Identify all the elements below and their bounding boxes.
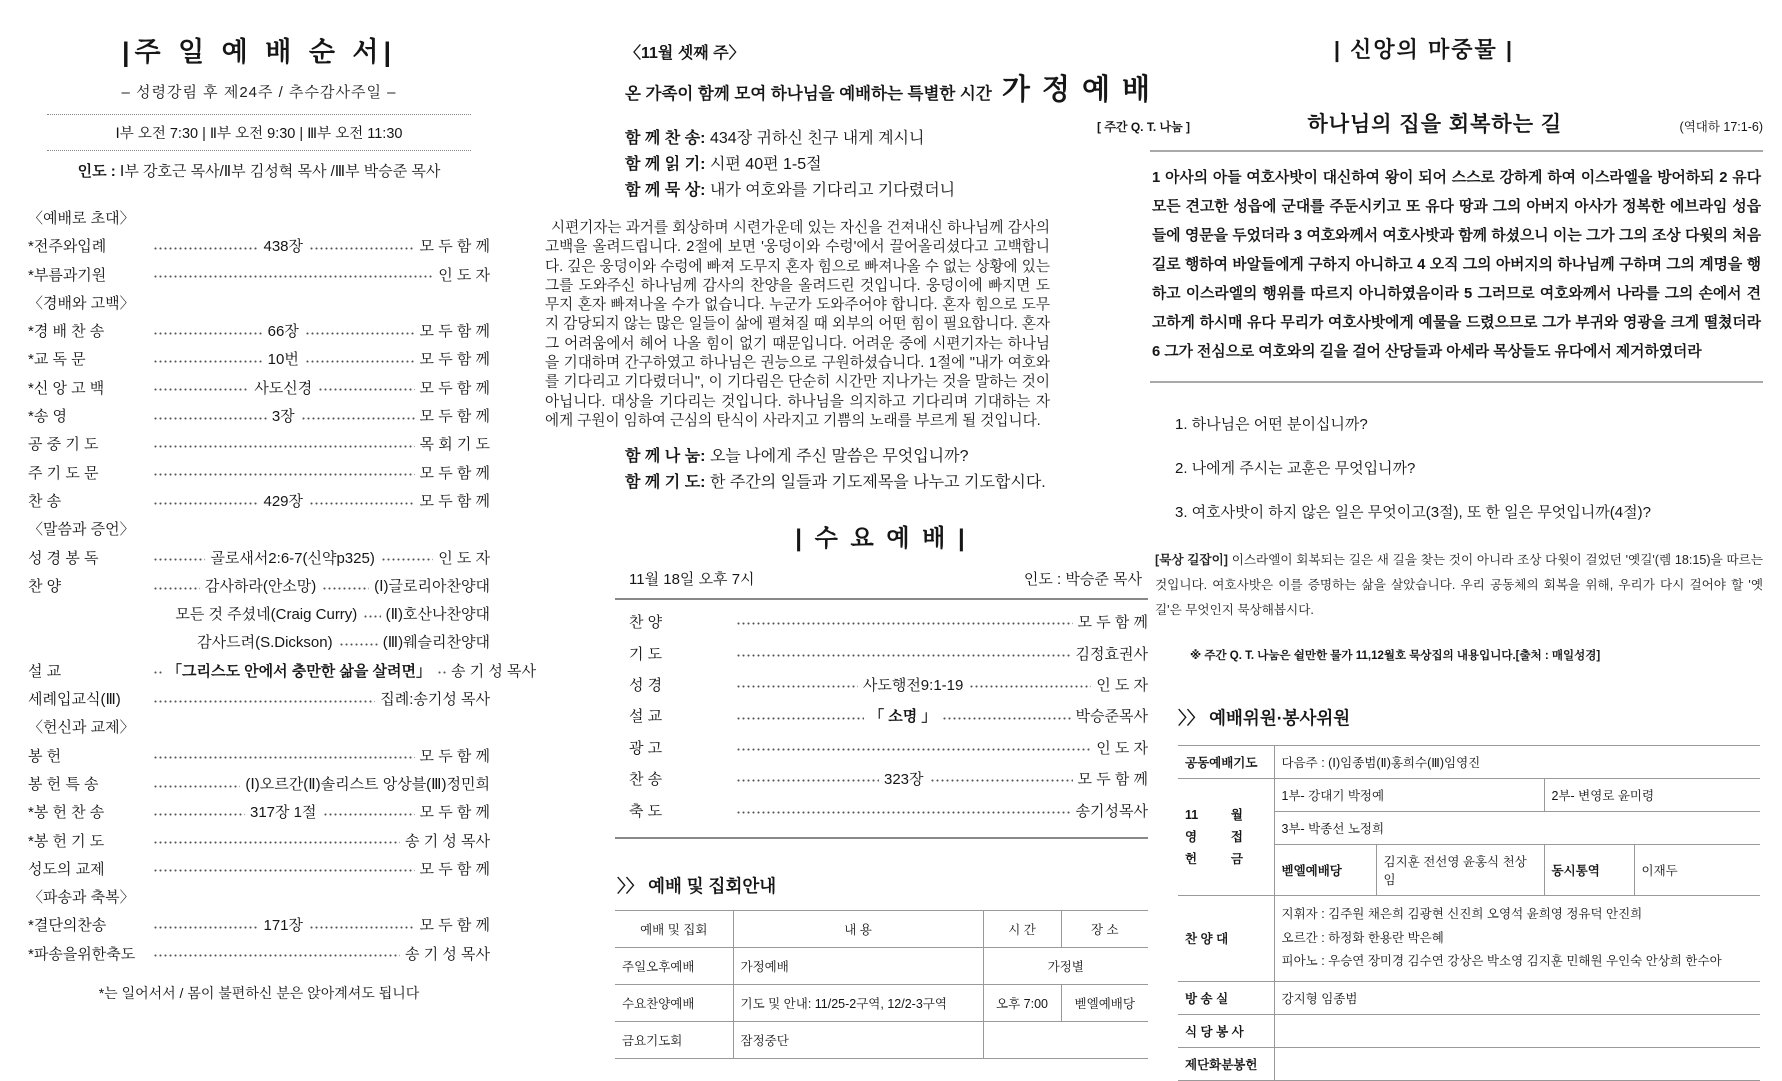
service-order-row <box>28 799 490 827</box>
order-item-performer: 모 두 함 께 <box>419 351 490 369</box>
family-share-item <box>625 470 1050 496</box>
sunday-worship-subtitle: – 성령강림 후 제24주 / 추수감사주일 – <box>121 84 397 101</box>
assembly-header-row <box>615 911 1148 948</box>
order-item-performer: 인 도 자 <box>1096 739 1148 757</box>
order-item-performer: 목 회 기 도 <box>419 436 490 454</box>
dot-leader <box>321 580 369 595</box>
family-worship-intro: 온 가족이 함께 모여 하나님을 예배하는 특별한 시간 <box>625 85 992 103</box>
order-item-performer: (Ⅱ)호산나찬양대 <box>385 606 490 624</box>
order-item-label: 광 고 <box>629 739 663 757</box>
qt-question: 3. 여호사밧이 하지 않은 일은 무엇이고(3절), 또 한 일은 무엇입니까(4절)? <box>1175 504 1651 521</box>
dot-leader <box>152 749 415 764</box>
assembly-header-cell: 시 간 <box>983 911 1061 948</box>
service-order-row <box>615 607 1148 638</box>
order-item-value: 171장 <box>263 917 304 935</box>
family-item <box>625 178 1050 204</box>
service-times: Ⅰ부 오전 7:30 | Ⅱ부 오전 9:30 | Ⅲ부 오전 11:30 <box>47 114 471 151</box>
assembly-name-cell: 주일오후예배 <box>615 948 733 985</box>
order-item-performer: 모 두 함 께 <box>419 804 490 822</box>
service-order-row <box>28 262 490 290</box>
family-share-label: 함 께 기 도: <box>625 474 706 492</box>
service-leaders-names: Ⅰ부 강호근 목사/Ⅱ부 김성혁 목사 /Ⅲ부 박승준 목사 <box>119 163 441 180</box>
dot-leader <box>941 710 1070 725</box>
order-item-performer: 모 두 함 께 <box>419 860 490 878</box>
dot-leader <box>152 353 263 368</box>
service-order-row <box>615 796 1148 827</box>
order-item-performer: 모 두 함 께 <box>1077 771 1148 789</box>
service-order-row <box>28 488 490 516</box>
dot-leader <box>152 325 263 340</box>
order-item-label: 봉 헌 <box>28 747 62 765</box>
qt-source-note: ※ 주간 Q. T. 나눔은 쉴만한 물가 11,12월호 묵상집의 내용입니다.[출처 : 매일성경] <box>1190 650 1601 662</box>
choir-pianists-line: 피아노 : 우승연 장미경 김수연 강상은 박소영 김지훈 민해원 우인숙 안상희 한수아 <box>1281 954 1722 968</box>
order-item-value: 438장 <box>263 238 304 256</box>
order-item-value: 모든 것 주셨네(Craig Curry) <box>175 606 358 624</box>
assembly-place-cell: 가정별 <box>983 948 1148 985</box>
dot-leader <box>152 410 267 425</box>
service-order-row <box>28 431 490 459</box>
dot-leader <box>308 495 415 510</box>
wednesday-order-list <box>615 600 1148 839</box>
order-item-label: 봉 헌 특 송 <box>28 775 99 793</box>
order-item-value: 429장 <box>263 492 304 510</box>
family-share-item <box>625 444 1050 470</box>
dot-leader <box>735 804 1071 819</box>
wednesday-leader: 인도 : 박승준 목사 <box>1023 571 1142 589</box>
order-section-heading <box>28 714 490 742</box>
order-item-performer: 집례:송기성 목사 <box>380 691 490 709</box>
family-item-label: 함 께 읽 기: <box>625 156 706 173</box>
qt-question: 1. 하나님은 어떤 분이십니까? <box>1175 416 1368 433</box>
qt-scripture-reference: (역대하 17:1-6) <box>1679 120 1763 134</box>
dot-leader <box>152 466 415 481</box>
order-item-label: 찬 양 <box>28 577 62 595</box>
assembly-content-cell: 기도 및 안내: 11/25-2구역, 12/2-3구역 <box>733 985 983 1022</box>
assembly-content-cell: 가정예배 <box>733 948 983 985</box>
sunday-worship-title: |주 일 예 배 순 서| <box>121 37 397 67</box>
dot-leader <box>152 947 400 962</box>
family-worship-title: 가 정 예 배 <box>1001 74 1153 106</box>
order-item-label: *경 배 찬 송 <box>28 323 105 341</box>
assembly-place-cell: 벧엘예배당 <box>1061 985 1148 1022</box>
order-item-label: 성도의 교제 <box>28 860 105 878</box>
offering-label-line: 11 월 <box>1185 808 1243 822</box>
family-share-text: 오늘 나에게 주신 말씀은 무엇입니까? <box>709 448 969 466</box>
family-item-text: 시편 40편 1-5절 <box>709 156 822 173</box>
wednesday-worship-header <box>615 568 1148 600</box>
choir-names-cell <box>1274 896 1760 982</box>
order-section-heading <box>28 290 490 318</box>
assembly-row <box>615 1022 1148 1059</box>
assembly-row <box>615 985 1148 1022</box>
order-item-label: *봉 헌 찬 송 <box>28 804 105 822</box>
qt-title: 하나님의 집을 회복하는 길 <box>1307 113 1563 136</box>
qt-header <box>1085 108 1763 138</box>
dot-leader <box>735 678 858 693</box>
order-item-label: 찬 송 <box>629 771 663 789</box>
dining-names-cell <box>1274 1014 1760 1047</box>
dot-leader <box>152 608 170 623</box>
order-section-label: 〈경배와 고백〉 <box>28 294 135 312</box>
meditation-guide-text: 이스라엘이 회복되는 길은 새 길을 찾는 것이 아니라 조상 다윗이 걸었던 '옛길'(렘 18:15)을 따르는 것입니다. 여호사밧은 이를 증명하는 삶을 살았습니다. 우리 공동체의 회복을 위해, 우리가 다시 걸어야 할 '옛길'은 무엇인지 묵상해봅시다. <box>1155 553 1764 617</box>
committee-row <box>1178 779 1760 812</box>
order-item-value: 3장 <box>271 408 295 426</box>
service-order-row <box>615 764 1148 795</box>
flower-label-cell: 제단화분봉헌 <box>1178 1047 1274 1080</box>
assembly-row <box>615 948 1148 985</box>
dot-leader <box>362 608 380 623</box>
order-item-performer: 모 두 함 께 <box>1077 614 1148 632</box>
committee-value-cell: 다음주 : (Ⅰ)임종범(Ⅱ)홍희수(Ⅲ)임영진 <box>1274 746 1760 779</box>
order-item-performer: 모 두 함 께 <box>419 464 490 482</box>
committee-label-cell: 공동예배기도 <box>1178 746 1274 779</box>
order-item-performer: 모 두 함 께 <box>419 747 490 765</box>
order-item-value: 10번 <box>267 351 299 369</box>
chapel-label-cell: 벧엘예배당 <box>1274 845 1376 896</box>
order-section-label: 〈파송과 축복〉 <box>28 889 135 907</box>
order-item-performer: 인 도 자 <box>438 549 490 567</box>
order-item-label: *송 영 <box>28 408 67 426</box>
offering-label-line: 헌 금 <box>1185 852 1243 866</box>
standing-footnote: *는 일어서서 / 몸이 불편하신 분은 앉아계셔도 됩니다 <box>98 985 420 1002</box>
committee-row <box>1178 746 1760 779</box>
order-item-label: 찬 송 <box>28 492 62 510</box>
service-order-row <box>28 828 490 856</box>
assembly-content-cell: 잠정중단 <box>733 1022 983 1059</box>
dot-leader <box>735 615 1073 630</box>
order-item-label: *신 앙 고 백 <box>28 379 105 397</box>
interpretation-label-cell: 동시통역 <box>1544 845 1634 896</box>
order-item-value: 골로새서2:6-7(신약p325) <box>210 549 375 567</box>
order-item-label: 공 중 기 도 <box>28 436 99 454</box>
dot-leader <box>322 806 415 821</box>
order-item-performer: 모 두 함 께 <box>419 408 490 426</box>
order-item-performer: 모 두 함 께 <box>419 323 490 341</box>
order-item-label: 기 도 <box>629 645 663 663</box>
dot-leader <box>152 778 240 793</box>
assembly-header-cell: 예배 및 집회 <box>615 911 733 948</box>
dot-leader <box>152 664 162 679</box>
dot-leader <box>152 919 259 934</box>
service-order-row <box>28 375 490 403</box>
committee-row <box>1178 896 1760 982</box>
order-item-performer: 송 기 성 목사 <box>405 832 490 850</box>
dot-leader <box>735 741 1091 756</box>
order-item-label: 성 경 <box>629 677 663 695</box>
dot-leader <box>338 636 378 651</box>
order-section-label: 〈말씀과 증언〉 <box>28 521 135 539</box>
offering-label-cell <box>1178 779 1274 896</box>
service-order-row <box>28 771 490 799</box>
family-item <box>625 152 1050 178</box>
family-worship-header <box>625 67 1153 108</box>
order-item-performer: 박승준목사 <box>1075 708 1148 726</box>
order-item-label: 설 교 <box>629 708 663 726</box>
scripture-passage: 1 아사의 아들 여호사밧이 대신하여 왕이 되어 스스로 강하게 하여 이스라엘을 방어하되 2 유다 모든 견고한 성읍에 군대를 주둔시키고 또 유다 땅과 그의 아버지 아사가 정복한 에브라임 성읍들에 영문을 두었더라 3 여호와께서 여호사밧과 함께 하셨으니 이는 그가 그의 조상 다윗의 처음 길로 행하여 바알들에게 구하지 아니하고 4 오직 그의 아버지의 하나님께 구하며 그의 계명을 행하고 이스라엘의 행위를 따르지 아니하였음이라 5 그러므로 여호와께서 나라를 그의 손에서 견고하게 하시매 유다 무리가 여호사밧에게 예물을 드렸으므로 그가 부귀와 영광을 크게 떨쳤더라 6 그가 전심으로 여호와의 길을 걸어 산당들과 아세라 목상들도 유다에서 제거하였더라 <box>1150 150 1763 383</box>
order-item-label: 세례입교식(Ⅲ) <box>28 691 121 709</box>
dot-leader <box>380 551 433 566</box>
broadcast-label-cell: 방 송 실 <box>1178 981 1274 1014</box>
service-order-row <box>28 658 536 686</box>
order-item-performer: 모 두 함 께 <box>419 917 490 935</box>
service-order-row <box>28 856 490 884</box>
order-of-worship-list <box>28 205 536 969</box>
wednesday-datetime: 11월 18일 오후 7시 <box>629 571 755 589</box>
order-item-value: 66장 <box>267 323 299 341</box>
dot-leader <box>304 325 415 340</box>
dot-leader <box>317 381 414 396</box>
order-item-label: 성 경 봉 독 <box>28 549 99 567</box>
order-item-label: *봉 헌 기 도 <box>28 832 105 850</box>
order-item-performer: 모 두 함 께 <box>419 492 490 510</box>
order-item-performer: (Ⅰ)오르간(Ⅱ)솔리스트 앙상블(Ⅲ)정민희 <box>245 775 490 793</box>
offering-part2-cell: 2부- 변영로 윤미령 <box>1544 779 1760 812</box>
family-share-text: 한 주간의 일들과 기도제목을 나누고 기도합시다. <box>709 474 1046 492</box>
order-item-value: 사도신경 <box>254 379 313 397</box>
choir-organists-line: 오르간 : 하정화 한용란 박은혜 <box>1281 930 1444 945</box>
broadcast-names-cell: 강지형 임종범 <box>1274 981 1760 1014</box>
qt-share-label: [ 주간 Q. T. 나눔 ] <box>1097 120 1191 134</box>
qt-question: 2. 나에게 주시는 교훈은 무엇입니까? <box>1175 460 1416 477</box>
service-order-row <box>28 941 490 969</box>
family-share-items <box>625 444 1050 496</box>
dot-leader <box>735 647 1071 662</box>
family-item-text: 내가 여호와를 기다리고 기다렸더니 <box>709 182 956 199</box>
order-item-value: 317장 1절 <box>250 804 317 822</box>
dining-label-cell: 식 당 봉 사 <box>1178 1014 1274 1047</box>
chapel-names-cell: 김지훈 전선영 윤홍식 천상임 <box>1376 845 1544 896</box>
order-item-value: 323장 <box>884 771 924 789</box>
dot-leader <box>152 551 205 566</box>
choir-conductors-line: 지휘자 : 김주원 채은희 김광현 신진희 오영석 윤희영 정유덕 안진희 <box>1281 907 1643 921</box>
wednesday-worship-title: | 수 요 예 배 | <box>795 525 968 553</box>
assembly-name-cell: 금요기도회 <box>615 1022 733 1059</box>
assembly-heading: 〉〉 예배 및 집회안내 <box>617 876 777 896</box>
qt-question-list <box>1175 413 1763 522</box>
service-order-row <box>615 639 1148 670</box>
dot-leader <box>735 710 864 725</box>
service-order-row <box>28 318 490 346</box>
order-item-value: 감사하라(안소망) <box>204 577 317 595</box>
order-item-value: 사도행전9:1-19 <box>862 677 964 695</box>
service-order-row <box>28 233 490 261</box>
order-item-performer: 송 기 성 목사 <box>405 945 490 963</box>
assembly-name-cell: 수요찬양예배 <box>615 985 733 1022</box>
service-leaders <box>28 160 490 181</box>
dot-leader <box>308 240 415 255</box>
committee-row <box>1178 981 1760 1014</box>
assembly-header-cell: 장 소 <box>1061 911 1148 948</box>
order-item-value: 감사드려(S.Dickson) <box>197 634 333 652</box>
committee-row <box>1178 1047 1760 1080</box>
dot-leader <box>304 353 415 368</box>
dot-leader <box>152 240 259 255</box>
order-item-performer: 송기성목사 <box>1075 802 1148 820</box>
assembly-time-cell: 오후 7:00 <box>983 985 1061 1022</box>
service-order-row <box>28 460 490 488</box>
order-item-performer: (Ⅲ)웨슬리찬양대 <box>382 634 491 652</box>
order-section-heading <box>28 205 490 233</box>
dot-leader <box>968 678 1091 693</box>
order-item-performer: 인 도 자 <box>438 266 490 284</box>
family-worship-items <box>625 126 1050 204</box>
order-item-label: 축 도 <box>629 802 663 820</box>
interpretation-name-cell: 이재두 <box>1634 845 1760 896</box>
family-item-text: 434장 귀하신 친구 내게 계시니 <box>709 130 925 147</box>
dot-leader <box>152 381 249 396</box>
service-order-row <box>615 670 1148 701</box>
order-item-performer: 모 두 함 께 <box>419 379 490 397</box>
order-item-label: *결단의찬송 <box>28 917 107 935</box>
sunday-worship-column <box>28 30 536 1003</box>
dot-leader <box>152 438 415 453</box>
order-section-label: 〈헌신과 교제〉 <box>28 719 135 737</box>
meditation-guide-label: [묵상 길잡이] <box>1155 553 1228 567</box>
service-leaders-label: 인도 : <box>77 163 116 180</box>
family-share-label: 함 께 나 눔: <box>625 448 706 466</box>
committee-heading: 〉〉 예배위원·봉사위원 <box>1178 708 1351 728</box>
dot-leader <box>152 636 192 651</box>
order-item-label: *파송을위한축도 <box>28 945 136 963</box>
family-item-label: 함 께 묵 상: <box>625 182 706 199</box>
assembly-table <box>615 910 1148 1059</box>
order-item-value: 「 소명 」 <box>869 708 937 726</box>
committee-row <box>1178 1014 1760 1047</box>
order-item-performer: 김정효권사 <box>1075 645 1148 663</box>
service-order-row <box>28 686 490 714</box>
choir-label-cell: 찬 양 대 <box>1178 896 1274 982</box>
dot-leader <box>152 693 375 708</box>
service-order-row <box>28 601 490 629</box>
order-section-heading <box>28 516 490 544</box>
dot-leader <box>152 268 433 283</box>
dot-leader <box>152 806 245 821</box>
flower-names-cell <box>1274 1047 1760 1080</box>
service-order-row <box>28 573 490 601</box>
order-item-label: *교 독 문 <box>28 351 86 369</box>
order-item-label: 찬 양 <box>629 614 663 632</box>
family-item <box>625 126 1050 152</box>
order-item-performer: (Ⅰ)글로리아찬양대 <box>374 577 490 595</box>
order-item-performer: 송 기 성 목사 <box>451 662 536 680</box>
service-order-row <box>28 346 490 374</box>
dot-leader <box>152 580 200 595</box>
order-item-value: 「그리스도 안에서 충만한 삶을 살려면」 <box>167 662 432 680</box>
order-item-label: *전주와입례 <box>28 238 107 256</box>
service-order-row <box>615 733 1148 764</box>
service-order-row <box>615 701 1148 732</box>
family-item-label: 함 께 찬 송: <box>625 130 706 147</box>
offering-part3-cell: 3부- 박종선 노정희 <box>1274 812 1760 845</box>
committee-table <box>1178 745 1760 1081</box>
order-item-label: *부름과기원 <box>28 266 107 284</box>
service-order-row <box>28 629 490 657</box>
faith-primer-title: | 신앙의 마중물 | <box>1333 37 1515 62</box>
order-item-label: 주 기 도 문 <box>28 464 99 482</box>
family-worship-week: 〈11월 셋째 주〉 <box>625 45 745 62</box>
service-order-row <box>28 912 490 940</box>
order-section-label: 〈예배로 초대〉 <box>28 210 135 227</box>
assembly-header-cell: 내 용 <box>733 911 983 948</box>
wednesday-worship-section <box>615 518 1148 1059</box>
service-order-row <box>28 403 490 431</box>
order-section-heading <box>28 884 490 912</box>
dot-leader <box>436 664 446 679</box>
dot-leader <box>929 772 1073 787</box>
dot-leader <box>300 410 415 425</box>
service-order-row <box>28 545 490 573</box>
offering-label-line: 영 접 <box>1185 830 1243 844</box>
order-item-performer: 모 두 함 께 <box>419 238 490 256</box>
dot-leader <box>152 495 259 510</box>
dot-leader <box>152 834 400 849</box>
service-order-row <box>28 743 490 771</box>
dot-leader <box>308 919 415 934</box>
dot-leader <box>152 862 415 877</box>
order-item-performer: 인 도 자 <box>1096 677 1148 695</box>
order-item-label: 설 교 <box>28 662 62 680</box>
meditation-guide <box>1155 548 1763 623</box>
dot-leader <box>735 772 879 787</box>
offering-part1-cell: 1부- 강대기 박정예 <box>1274 779 1544 812</box>
faith-primer-column <box>1085 33 1763 1081</box>
family-worship-meditation: 시편기자는 과거를 회상하며 시련가운데 있는 자신을 건져내신 하나님께 감사의 고백을 올려드립니다. 2절에 보면 '웅덩이와 수렁'에서 끌어올리셨다고 고백합니다. 깊은 웅덩이와 수렁에 빠져 도무지 혼자 힘으로 빠져나올 수 없는 상황에 있는 그를 도와주신 하나님께 감사의 찬양을 올려드린 것입니다. 웅덩이에 빠지면 도무지 혼자 빠져나올 수가 없습니다. 누군가 도와주어야 합니다. 혼자 힘으로 도무지 감당되지 않는 많은 일들이 삶에 펼쳐질 때 외부의 어떤 힘이 필요합니다. 혼자 그 어려움에서 헤어 나올 힘이 없기 때문입니다. 어려운 중에 시편기자는 하나님을 기대하며 간구하였고 하나님은 권능으로 구원하셨습니다. 1절에 "내가 여호와를 기다리고 기다렸더니", 이 기다림은 단순히 시간만 지나가는 것을 말하는 것이 아닙니다. 대상을 기다리는 것입니다. 하나님을 의지하고 기다리며 기대하는 자에게 구원이 임하여 근심의 탄식이 사라지고 기쁨의 노래를 부르게 될 것입니다. <box>545 220 1050 429</box>
